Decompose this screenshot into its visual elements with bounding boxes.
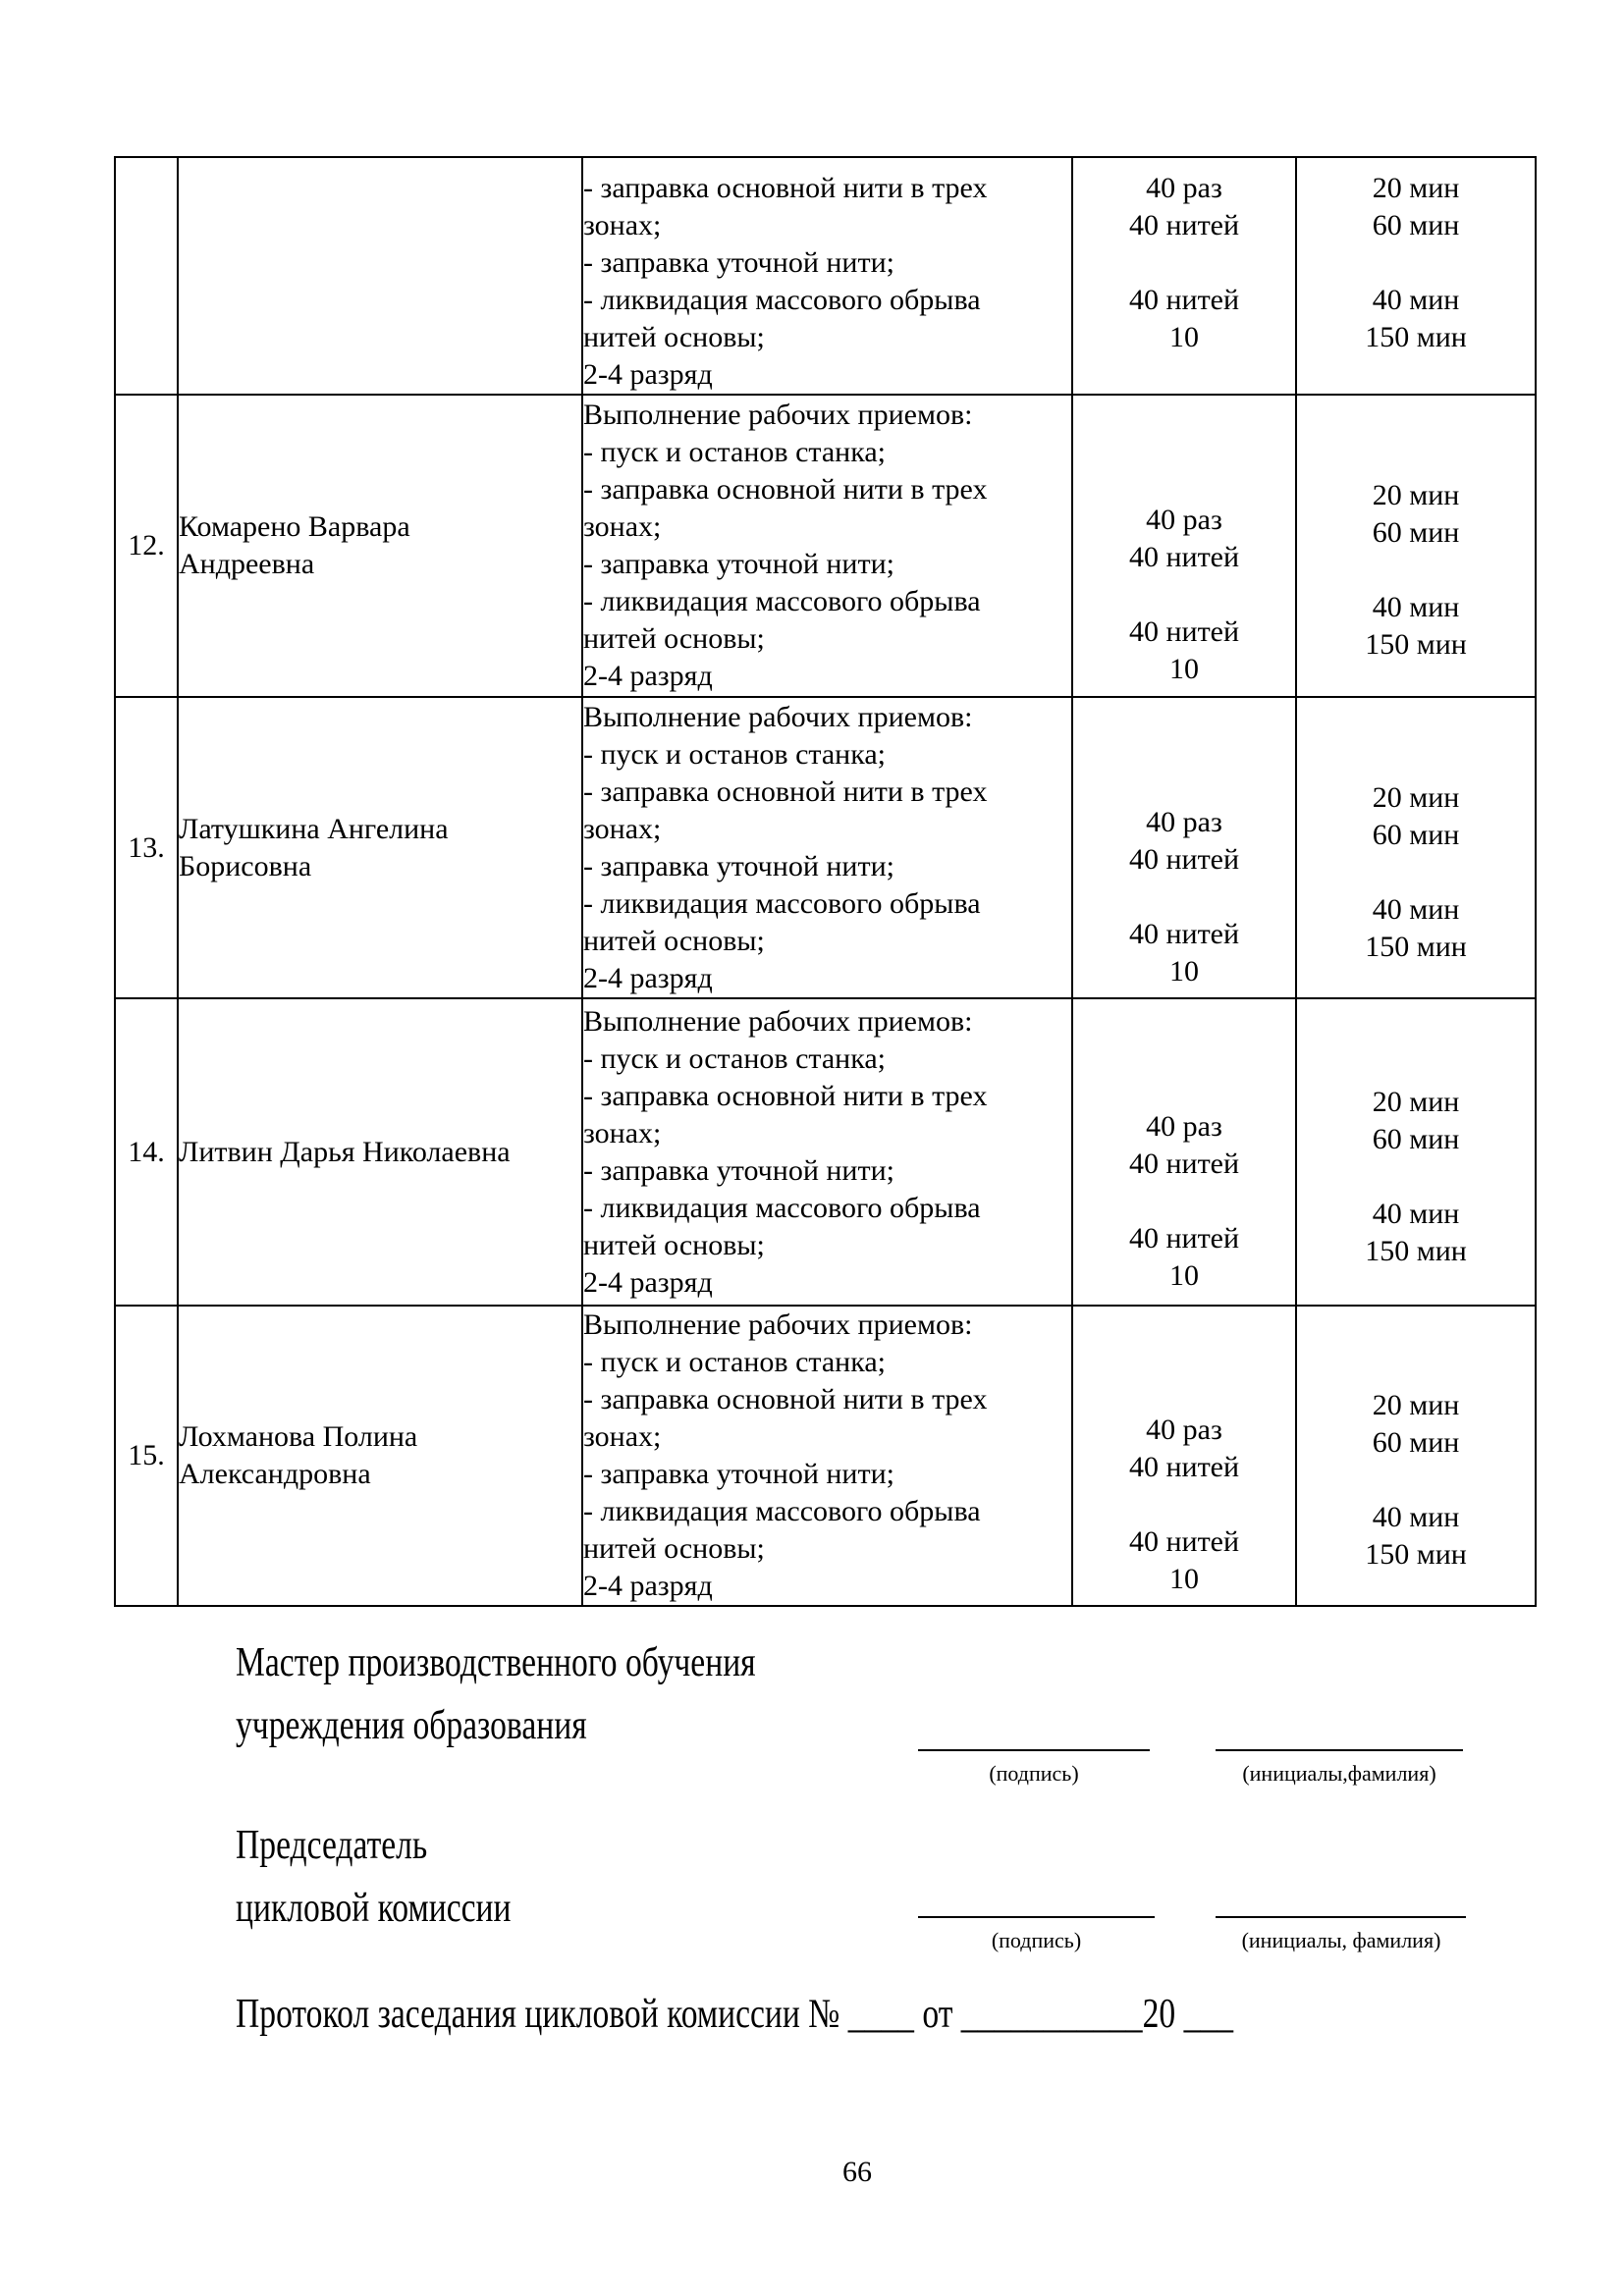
task-line: зонах;	[583, 510, 662, 543]
row-number-cell	[115, 1306, 178, 1606]
time-value: 20 мин	[1372, 479, 1460, 511]
student-name-line: Комарено Варвара	[179, 510, 410, 543]
task-line: - заправка основной нити в трех	[583, 172, 988, 204]
task-line: - заправка основной нити в трех	[583, 774, 988, 808]
task-line: - ликвидация массового обрыва	[583, 1495, 981, 1527]
protocol-line: Протокол заседания цикловой комиссии № ____ от ___________20 ___	[236, 1992, 1233, 2037]
quantity-value: 40 нитей	[1128, 842, 1240, 876]
time-value: 60 мин	[1372, 1426, 1460, 1459]
quantity-value: 40 нитей	[1128, 1451, 1240, 1483]
time-value: 150 мин	[1365, 628, 1467, 661]
quantity-value: 40 нитей	[1128, 615, 1240, 648]
row-number-cell	[115, 998, 178, 1306]
chairman-title-line2: цикловой комиссии	[236, 1886, 512, 1931]
task-line: - заправка уточной нити;	[583, 548, 894, 580]
time-cell	[1296, 697, 1536, 998]
task-line: - ликвидация массового обрыва	[583, 1191, 981, 1224]
quantity-value: 10	[1169, 321, 1199, 353]
signature-line	[918, 1916, 1155, 1918]
time-value: 150 мин	[1365, 1234, 1467, 1267]
time-cell	[1296, 157, 1536, 395]
time-value: 20 мин	[1372, 172, 1460, 204]
initials-caption: (инициалы, фамилия)	[1241, 1928, 1441, 1952]
task-line: - заправка уточной нити;	[583, 1458, 894, 1490]
task-line: Выполнение рабочих приемов:	[583, 399, 973, 431]
student-name-cell	[178, 998, 582, 1306]
quantity-cell	[1072, 395, 1296, 697]
quantity-cell	[1072, 998, 1296, 1306]
task-line: - ликвидация массового обрыва	[583, 886, 981, 920]
task-line: зонах;	[583, 209, 662, 241]
quantity-value: 10	[1169, 954, 1199, 988]
task-line: зонах;	[583, 812, 662, 845]
task-line: нитей основы;	[583, 1532, 765, 1565]
time-value: 60 мин	[1372, 818, 1460, 851]
quantity-value: 40 раз	[1146, 805, 1222, 838]
task-line: Выполнение рабочих приемов:	[583, 1004, 973, 1038]
row-number-cell	[115, 697, 178, 998]
table-row-14	[115, 998, 1536, 1306]
student-name-cell	[178, 697, 582, 998]
time-cell	[1296, 1306, 1536, 1606]
quantity-value: 10	[1169, 1563, 1199, 1595]
task-line: - пуск и останов станка;	[583, 436, 886, 468]
row-number: 12.	[128, 529, 165, 561]
page-number: 66	[842, 2156, 872, 2188]
time-value: 40 мин	[1372, 1197, 1460, 1230]
task-line: - заправка уточной нити;	[583, 1153, 894, 1187]
time-value: 40 мин	[1372, 1501, 1460, 1533]
row-number-cell	[115, 157, 178, 395]
task-line: нитей основы;	[583, 321, 765, 353]
quantity-value: 40 нитей	[1128, 917, 1240, 950]
master-title-line1: Мастер производственного обучения	[236, 1640, 756, 1685]
time-value: 20 мин	[1372, 1085, 1460, 1118]
row-number: 13.	[128, 830, 165, 864]
task-line: 2-4 разряд	[583, 660, 713, 692]
time-value: 20 мин	[1372, 1389, 1460, 1421]
chairman-title-line1: Председатель	[236, 1823, 428, 1868]
quantity-cell	[1072, 157, 1296, 395]
time-value: 20 мин	[1372, 780, 1460, 814]
task-line: - заправка уточной нити;	[583, 849, 894, 882]
task-line: - пуск и останов станка;	[583, 1346, 886, 1378]
student-name-cell	[178, 157, 582, 395]
quantity-cell	[1072, 697, 1296, 998]
quantity-value: 40 нитей	[1128, 209, 1240, 241]
table-row-12	[115, 395, 1536, 697]
quantity-value: 40 раз	[1146, 172, 1222, 204]
student-name-cell	[178, 395, 582, 697]
time-value: 40 мин	[1372, 591, 1460, 623]
signature-caption: (подпись)	[989, 1761, 1079, 1786]
tasks-cell	[582, 998, 1072, 1306]
student-name-line: Лохманова Полина	[179, 1420, 418, 1453]
table-row-continuation	[115, 157, 1536, 395]
time-value: 40 мин	[1372, 284, 1460, 316]
task-line: - заправка уточной нити;	[583, 246, 894, 279]
task-line: - ликвидация массового обрыва	[583, 585, 981, 617]
quantity-cell	[1072, 1306, 1296, 1606]
time-value: 40 мин	[1372, 892, 1460, 926]
student-name-cell	[178, 1306, 582, 1606]
row-number-cell	[115, 395, 178, 697]
task-line: 2-4 разряд	[583, 961, 713, 994]
table-row-13	[115, 697, 1536, 998]
quantity-value: 40 нитей	[1128, 1525, 1240, 1558]
table-row-15	[115, 1306, 1536, 1606]
quantity-value: 10	[1169, 1258, 1199, 1292]
quantity-value: 40 нитей	[1128, 1147, 1240, 1180]
task-line: 2-4 разряд	[583, 1570, 713, 1602]
task-line: 2-4 разряд	[583, 1265, 713, 1299]
time-value: 150 мин	[1365, 1538, 1467, 1571]
task-line: - пуск и останов станка;	[583, 737, 886, 771]
quantity-value: 40 раз	[1146, 504, 1222, 536]
quantity-value: 40 раз	[1146, 1414, 1222, 1446]
quantity-value: 40 нитей	[1128, 1221, 1240, 1255]
task-line: зонах;	[583, 1116, 662, 1149]
time-value: 150 мин	[1365, 930, 1467, 963]
task-line: - заправка основной нити в трех	[583, 473, 988, 506]
student-name-line: Андреевна	[179, 548, 315, 580]
task-line: - пуск и останов станка;	[583, 1041, 886, 1075]
time-value: 60 мин	[1372, 209, 1460, 241]
task-line: нитей основы;	[583, 1228, 765, 1261]
time-value: 150 мин	[1365, 321, 1467, 353]
task-line: нитей основы;	[583, 924, 765, 957]
task-line: Выполнение рабочих приемов:	[583, 1308, 973, 1341]
student-name-line: Александровна	[179, 1458, 371, 1490]
signature-line	[918, 1749, 1150, 1751]
row-number: 14.	[128, 1135, 165, 1168]
task-line: Выполнение рабочих приемов:	[583, 700, 973, 733]
master-title-line2: учреждения образования	[236, 1703, 587, 1748]
quantity-value: 10	[1169, 653, 1199, 685]
signature-line	[1216, 1749, 1463, 1751]
task-line: - заправка основной нити в трех	[583, 1079, 988, 1112]
training-schedule-table	[114, 156, 1537, 1607]
time-cell	[1296, 395, 1536, 697]
quantity-value: 40 нитей	[1128, 284, 1240, 316]
tasks-cell	[582, 157, 1072, 395]
quantity-value: 40 раз	[1146, 1109, 1222, 1143]
task-line: - заправка основной нити в трех	[583, 1383, 988, 1415]
row-number: 15.	[128, 1439, 165, 1471]
signature-caption: (подпись)	[991, 1928, 1082, 1952]
tasks-cell	[582, 395, 1072, 697]
time-value: 60 мин	[1372, 1122, 1460, 1155]
task-line: - ликвидация массового обрыва	[583, 284, 981, 316]
student-name-line: Литвин Дарья Николаевна	[179, 1135, 511, 1168]
signature-line	[1216, 1916, 1466, 1918]
tasks-cell	[582, 697, 1072, 998]
task-line: 2-4 разряд	[583, 358, 713, 391]
quantity-value: 40 нитей	[1128, 541, 1240, 573]
student-name-line: Борисовна	[179, 849, 312, 882]
student-name-line: Латушкина Ангелина	[179, 812, 449, 845]
task-line: зонах;	[583, 1420, 662, 1453]
initials-caption: (инициалы,фамилия)	[1242, 1761, 1436, 1786]
tasks-cell	[582, 1306, 1072, 1606]
time-value: 60 мин	[1372, 516, 1460, 549]
time-cell	[1296, 998, 1536, 1306]
task-line: нитей основы;	[583, 622, 765, 655]
